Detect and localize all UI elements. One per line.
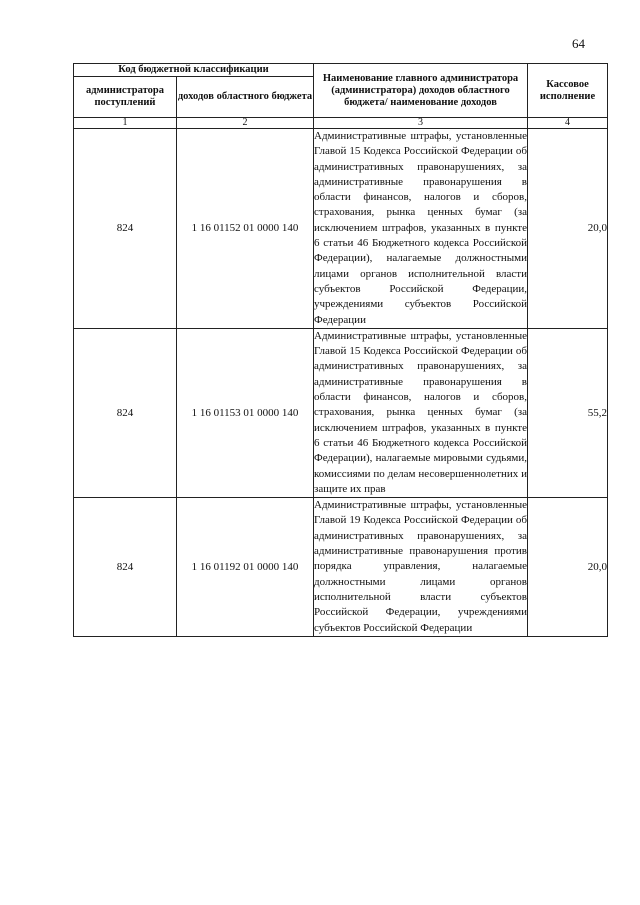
description-cell: Административные штрафы, установленные Главой 19 Кодекса Российской Федерации об административных правонарушениях, за административные правонарушения против порядка управления, налагаемые должностными лицами органов исполнительной власти субъектов Российской Федерации, учреждениями субъектов Российской Федерации <box>314 498 528 637</box>
header-administrator-name: Наименование главного администратора (администратора) доходов областного бюджета/ наименование доходов <box>314 64 528 118</box>
column-number: 4 <box>528 118 608 129</box>
income-code-cell: 1 16 01152 01 0000 140 <box>177 129 314 329</box>
header-regional-budget-income: доходов областного бюджета <box>177 77 314 118</box>
income-code-cell: 1 16 01192 01 0000 140 <box>177 498 314 637</box>
description-cell: Административные штрафы, установленные Главой 15 Кодекса Российской Федерации об административных правонарушениях, за административные правонарушения в области финансов, налогов и сборов, страхования, рынка ценных бумаг (за исключением штрафов, указанных в пункте 6 статьи 46 Бюджетного кодекса Российской Федерации), налагаемые должностными лицами органов исполнительной власти субъектов Российской Федерации, учреждениями субъектов Российской Федерации <box>314 129 528 329</box>
amount-cell: 20,0 <box>528 129 608 329</box>
budget-table <box>73 63 608 637</box>
description-cell: Административные штрафы, установленные Главой 15 Кодекса Российской Федерации об административных правонарушениях, за административные правонарушения в области финансов, налогов и сборов, страхования, рынка ценных бумаг (за исключением штрафов, указанных в пункте 6 статьи 46 Бюджетного кодекса Российской Федерации), налагаемые мировыми судьями, комиссиями по делам несовершеннолетних и защите их прав <box>314 328 528 497</box>
page-number: 64 <box>572 36 585 51</box>
header-budget-classification-code: Код бюджетной классификации <box>74 64 314 77</box>
amount-cell: 20,0 <box>528 498 608 637</box>
income-code-cell: 1 16 01153 01 0000 140 <box>177 328 314 497</box>
amount-cell: 55,2 <box>528 328 608 497</box>
admin-code-cell: 824 <box>74 129 177 329</box>
table-row <box>74 129 608 329</box>
column-number: 3 <box>314 118 528 129</box>
column-number: 1 <box>74 118 177 129</box>
header-receipts-administrator: администратора поступлений <box>74 77 177 118</box>
column-number: 2 <box>177 118 314 129</box>
table-row <box>74 328 608 497</box>
admin-code-cell: 824 <box>74 328 177 497</box>
admin-code-cell: 824 <box>74 498 177 637</box>
table-row <box>74 498 608 637</box>
header-cash-execution: Кассовое исполнение <box>528 64 608 118</box>
